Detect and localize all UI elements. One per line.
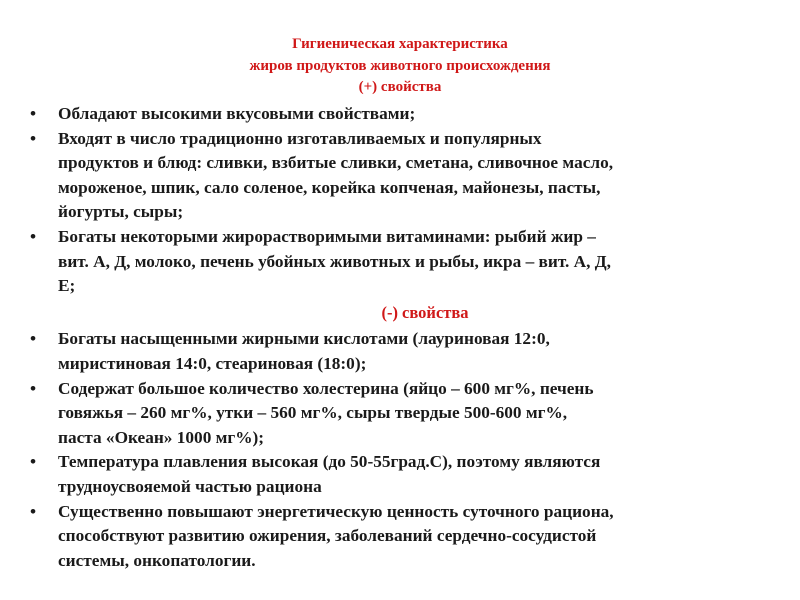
- bullet-icon: •: [30, 378, 37, 398]
- list-item-negative-3: [30, 450, 790, 499]
- list-item-negative-1: [30, 327, 790, 376]
- item-text-line: способствуют развитию ожирения, заболеваний сердечно-сосудистой: [58, 526, 597, 546]
- bullet-icon: •: [30, 104, 37, 123]
- bullet-icon: •: [30, 501, 37, 521]
- item-text-line: Е;: [58, 276, 76, 296]
- title-line-1: Гигиеническая характеристика: [292, 36, 508, 52]
- item-text-line: продуктов и блюд: сливки, взбитые сливки, сметана, сливочное масло,: [58, 153, 614, 173]
- negative-heading: (-) свойства: [381, 302, 469, 322]
- item-text-line: Температура плавления высокая (до 50-55град.С), поэтому являются: [58, 452, 601, 472]
- title-line-2: жиров продуктов животного происхождения: [249, 57, 551, 74]
- bullet-icon: •: [30, 329, 37, 349]
- item-text-line: паста «Океан» 1000 мг%);: [58, 427, 265, 447]
- item-text-line: системы, онкопатологии.: [58, 550, 256, 570]
- slide-title: [0, 34, 800, 99]
- list-item-positive-1: [30, 102, 790, 127]
- item-text-line: Обладают высокими вкусовыми свойствами;: [58, 104, 416, 123]
- item-text-line: Существенно повышают энергетическую ценность суточного рациона,: [58, 501, 614, 521]
- bullet-icon: •: [30, 128, 37, 148]
- item-text-line: Богаты некоторыми жирорастворимыми витаминами: рыбий жир –: [58, 226, 596, 246]
- bullet-icon: •: [30, 452, 37, 472]
- item-text-line: Содержат большое количество холестерина (яйцо – 600 мг%, печень: [58, 378, 594, 398]
- item-text-line: Богаты насыщенными жирными кислотами (лауриновая 12:0,: [58, 329, 550, 349]
- item-text-line: трудноусвояемой частью рациона: [58, 476, 322, 496]
- item-text-line: вит. А, Д, молоко, печень убойных животных и рыбы, икра – вит. А, Д,: [58, 251, 611, 271]
- item-text-line: Входят в число традиционно изготавливаемых и популярных: [58, 128, 542, 148]
- list-item-positive-2: [30, 127, 790, 225]
- item-text-line: миристиновая 14:0, стеариновая (18:0);: [58, 353, 367, 373]
- bullet-icon: •: [30, 226, 37, 246]
- item-text-line: йогурты, сыры;: [58, 202, 184, 222]
- positive-heading: (+) свойства: [358, 79, 442, 95]
- item-text-line: мороженое, шпик, сало соленое, корейка копченая, майонезы, пасты,: [58, 177, 601, 197]
- list-item-negative-4: [30, 500, 790, 574]
- list-item-positive-3: [30, 225, 790, 299]
- properties-list: [30, 102, 790, 573]
- list-item-negative-2: [30, 377, 790, 451]
- item-text-line: говяжья – 260 мг%, утки – 560 мг%, сыры твердые 500-600 мг%,: [58, 403, 568, 423]
